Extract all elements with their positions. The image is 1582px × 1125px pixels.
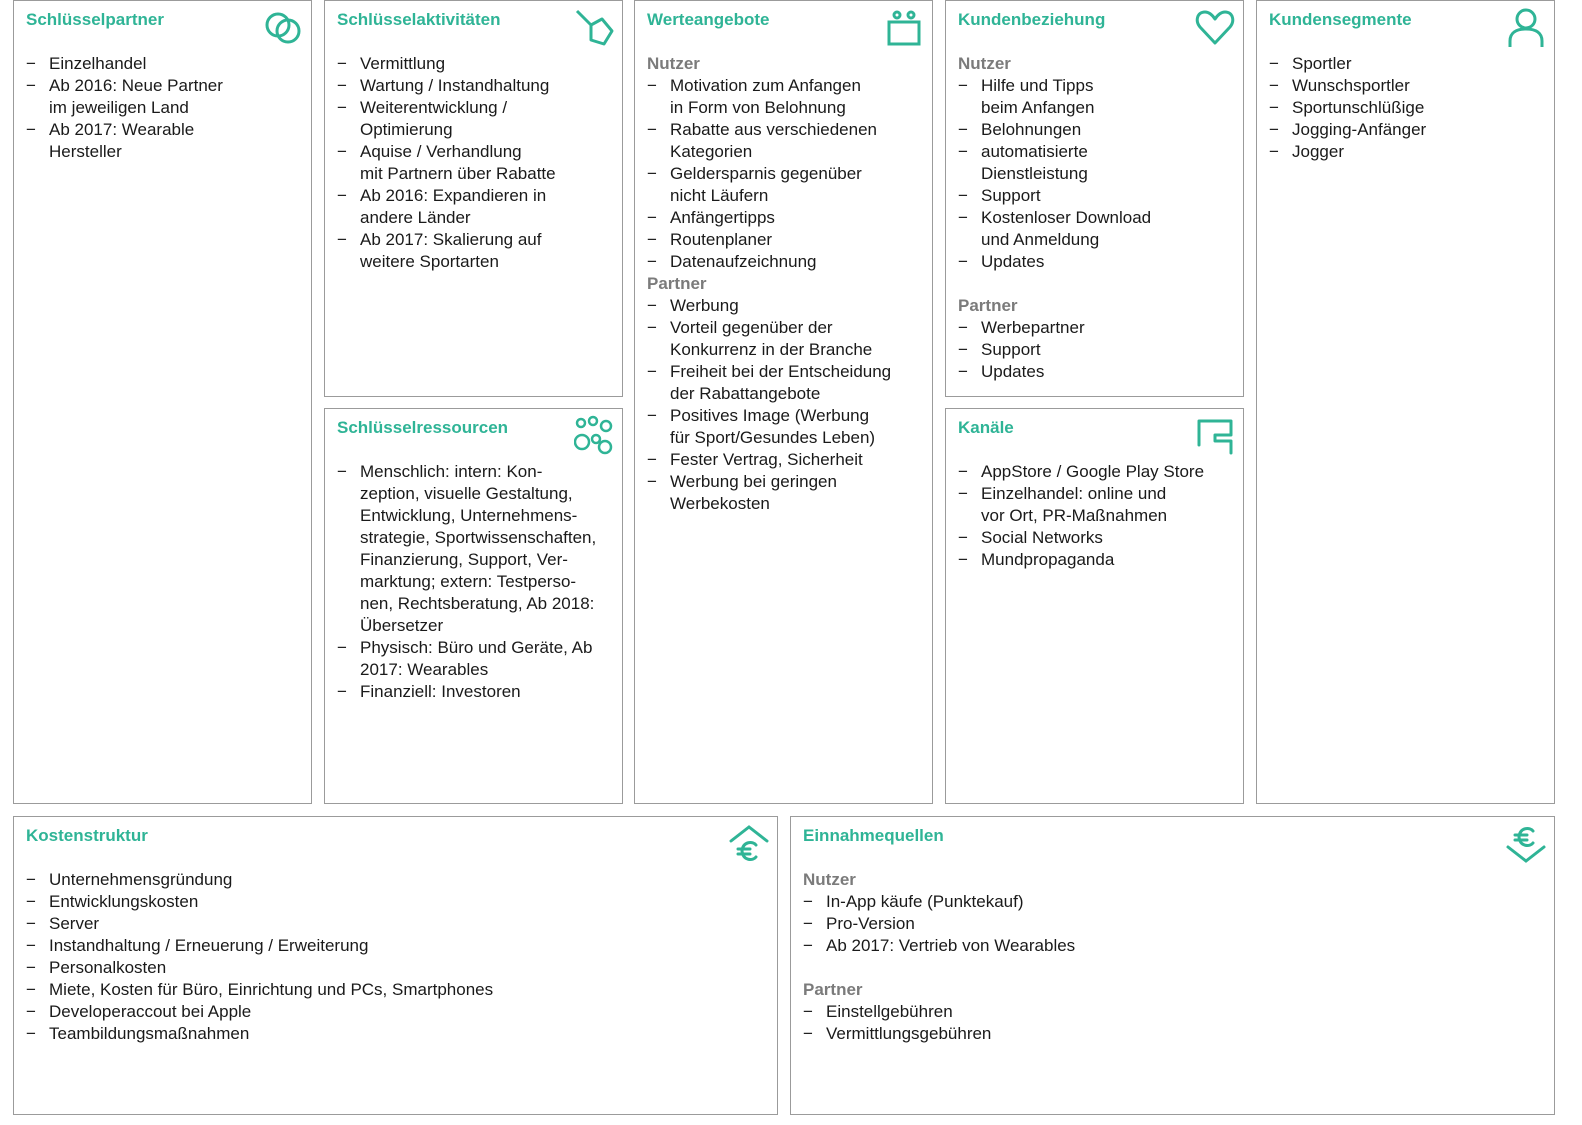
list-item: [958, 483, 1235, 527]
list-item-line: − Motivation zum Anfangen: [670, 76, 861, 95]
list-item-line: der Rabattangebote: [670, 384, 821, 403]
list-item-line: − Finanziell: Investoren: [360, 682, 521, 701]
list-item-line: und Anmeldung: [981, 230, 1100, 249]
list-item-line: in Form von Belohnung: [670, 98, 846, 117]
group-subheading: Partner: [803, 980, 863, 999]
value-propositions-box: [634, 0, 933, 804]
list-item-line: − Sportler: [1292, 54, 1352, 73]
list-item: [26, 913, 769, 935]
list-item-line: Finanzierung, Support, Ver-: [360, 550, 568, 569]
list-item: [647, 449, 924, 471]
list-item: [26, 1023, 769, 1045]
list-item-line: marktung; extern: Testperso-: [360, 572, 577, 591]
list-item: [337, 75, 614, 97]
list-item: [337, 97, 614, 141]
list-item: [337, 461, 614, 637]
group-subheading: Nutzer: [958, 54, 1011, 73]
list-item-line: beim Anfangen: [981, 98, 1095, 117]
list-item-line: − Fester Vertrag, Sicherheit: [670, 450, 863, 469]
list-item-line: − Belohnungen: [981, 120, 1082, 139]
list-item-line: − Wartung / Instandhaltung: [360, 76, 550, 95]
list-item: [26, 1001, 769, 1023]
list-item: [647, 361, 924, 405]
group-subheading: Partner: [958, 296, 1018, 315]
list-item-line: Konkurrenz in der Branche: [670, 340, 873, 359]
list-item-line: Hersteller: [49, 142, 122, 161]
list-item-line: − Werbung: [670, 296, 739, 315]
list-item-line: − Developeraccout bei Apple: [49, 1002, 252, 1021]
list-item-line: − Unternehmensgründung: [49, 870, 233, 889]
list-item-line: − Einzelhandel: [49, 54, 147, 73]
list-item-line: − Jogger: [1292, 142, 1344, 161]
cost-structure-box: [13, 816, 778, 1115]
list-item: [337, 637, 614, 681]
list-item-line: nen, Rechtsberatung, Ab 2018:: [360, 594, 595, 613]
group-spacer: [803, 957, 1546, 979]
list-item: [337, 681, 614, 703]
list-item-line: − Hilfe und Tipps: [981, 76, 1094, 95]
bubbles-icon: [574, 415, 614, 455]
list-item: [1269, 75, 1546, 97]
list-item-line: Optimierung: [360, 120, 453, 139]
list-item: [958, 75, 1235, 119]
list-item: [647, 163, 924, 207]
list-item: [958, 119, 1235, 141]
list-item: [958, 361, 1235, 383]
list-item: [803, 1023, 1546, 1045]
list-item: [26, 119, 303, 163]
list-item: [337, 53, 614, 75]
list-item-line: − Server: [49, 914, 100, 933]
list-item-line: Dienstleistung: [981, 164, 1088, 183]
channels-title: Kanäle: [958, 418, 1014, 437]
list-item: [647, 207, 924, 229]
list-item: [26, 957, 769, 979]
list-item-line: − Werbung bei geringen: [670, 472, 837, 491]
list-item: [26, 53, 303, 75]
list-item: [803, 913, 1546, 935]
key-activities-list: [337, 53, 614, 273]
list-item-line: nicht Läufern: [670, 186, 769, 205]
list-item-line: − Social Networks: [981, 528, 1103, 547]
list-item-line: − Mundpropaganda: [981, 550, 1115, 569]
list-item-line: − Geldersparnis gegenüber: [670, 164, 862, 183]
list-item-line: − Freiheit bei der Entscheidung: [670, 362, 892, 381]
key-resources-box: [324, 408, 623, 804]
list-item-line: − Ab 2017: Vertrieb von Wearables: [826, 936, 1076, 955]
list-item: [337, 185, 614, 229]
list-item-line: vor Ort, PR-Maßnahmen: [981, 506, 1168, 525]
customer-segments-list: [1269, 53, 1546, 163]
list-item: [647, 295, 924, 317]
group-subheading: Nutzer: [803, 870, 856, 889]
list-item-line: − Routenplaner: [670, 230, 773, 249]
gift-icon: [884, 7, 924, 47]
list-item-line: − Rabatte aus verschiedenen: [670, 120, 877, 139]
rings-icon: [263, 7, 303, 47]
list-item: [647, 75, 924, 119]
list-item-line: im jeweiligen Land: [49, 98, 189, 117]
list-item: [26, 935, 769, 957]
key-resources-title: Schlüsselressourcen: [337, 418, 509, 437]
list-item: [1269, 141, 1546, 163]
list-item: [803, 935, 1546, 957]
list-item: [647, 229, 924, 251]
customer-relationships-list: [958, 53, 1235, 383]
cost-structure-list: [26, 869, 769, 1045]
list-item-line: Übersetzer: [360, 616, 444, 635]
value-propositions-list: [647, 53, 924, 515]
list-item: [958, 185, 1235, 207]
list-item-line: − Weiterentwicklung /: [360, 98, 508, 117]
list-item-line: Kategorien: [670, 142, 753, 161]
list-item-line: 2017: Wearables: [360, 660, 489, 679]
list-item-line: − Updates: [981, 362, 1045, 381]
list-item: [647, 471, 924, 515]
list-item-line: − Kostenloser Download: [981, 208, 1152, 227]
list-item-line: zeption, visuelle Gestaltung,: [360, 484, 573, 503]
list-item: [647, 251, 924, 273]
revenue-streams-title: Einnahmequellen: [803, 826, 944, 845]
value-propositions-title: Werteangebote: [647, 10, 770, 29]
list-item-line: weitere Sportarten: [360, 252, 499, 271]
truck-icon: [1195, 415, 1235, 455]
list-item-line: andere Länder: [360, 208, 471, 227]
key-resources-list: [337, 461, 614, 703]
list-item-line: Werbekosten: [670, 494, 770, 513]
list-item-line: mit Partnern über Rabatte: [360, 164, 556, 183]
list-item: [1269, 53, 1546, 75]
list-item-line: − Miete, Kosten für Büro, Einrichtung und PCs, Smartphones: [49, 980, 494, 999]
list-item-line: − Werbepartner: [981, 318, 1085, 337]
list-item-line: − Personalkosten: [49, 958, 167, 977]
list-item: [26, 891, 769, 913]
list-item: [958, 461, 1235, 483]
list-item: [803, 1001, 1546, 1023]
list-item: [958, 251, 1235, 273]
list-item-line: − Support: [981, 340, 1041, 359]
list-item-line: − Vermittlung: [360, 54, 446, 73]
list-item-line: − Menschlich: intern: Kon-: [360, 462, 543, 481]
list-item-line: − Positives Image (Werbung: [670, 406, 870, 425]
channels-list: [958, 461, 1235, 571]
list-item-line: − automatisierte: [981, 142, 1088, 161]
list-item: [647, 405, 924, 449]
list-item-line: − Vorteil gegenüber der: [670, 318, 833, 337]
customer-relationships-box: [945, 0, 1244, 397]
key-partners-list: [26, 53, 303, 163]
list-item-line: für Sport/Gesundes Leben): [670, 428, 876, 447]
list-item-line: − Datenaufzeichnung: [670, 252, 817, 271]
list-item-line: − Aquise / Verhandlung: [360, 142, 522, 161]
revenue-streams-box: [790, 816, 1555, 1115]
list-item-line: − Vermittlungsgebühren: [826, 1024, 992, 1043]
customer-segments-title: Kundensegmente: [1269, 10, 1412, 29]
list-item: [647, 317, 924, 361]
euro-up-icon: [729, 823, 769, 863]
list-item: [958, 141, 1235, 185]
list-item-line: − Physisch: Büro und Geräte, Ab: [360, 638, 593, 657]
list-item: [803, 891, 1546, 913]
group-subheading: Nutzer: [647, 54, 700, 73]
list-item: [958, 549, 1235, 571]
list-item-line: − Updates: [981, 252, 1045, 271]
list-item-line: − Ab 2017: Wearable: [49, 120, 195, 139]
list-item: [958, 317, 1235, 339]
list-item: [337, 229, 614, 273]
list-item: [647, 119, 924, 163]
list-item: [958, 207, 1235, 251]
key-partners-title: Schlüsselpartner: [26, 10, 164, 29]
key-activities-title: Schlüsselaktivitäten: [337, 10, 501, 29]
channels-box: [945, 408, 1244, 804]
list-item-line: − Entwicklungskosten: [49, 892, 199, 911]
list-item-line: − Support: [981, 186, 1041, 205]
list-item: [337, 141, 614, 185]
revenue-streams-list: [803, 869, 1546, 1045]
list-item-line: − Einstellgebühren: [826, 1002, 953, 1021]
tag-icon: [574, 7, 614, 47]
list-item-line: − In-App käufe (Punktekauf): [826, 892, 1024, 911]
list-item-line: − Anfängertipps: [670, 208, 775, 227]
key-partners-box: [13, 0, 312, 804]
heart-icon: [1195, 7, 1235, 47]
group-spacer: [958, 273, 1235, 295]
list-item-line: − Ab 2017: Skalierung auf: [360, 230, 542, 249]
list-item: [958, 527, 1235, 549]
list-item: [26, 979, 769, 1001]
list-item-line: strategie, Sportwissenschaften,: [360, 528, 597, 547]
list-item-line: Entwicklung, Unternehmens-: [360, 506, 578, 525]
list-item-line: − AppStore / Google Play Store: [981, 462, 1205, 481]
euro-down-icon: [1506, 823, 1546, 863]
list-item: [26, 869, 769, 891]
list-item-line: − Pro-Version: [826, 914, 915, 933]
list-item-line: − Wunschsportler: [1292, 76, 1410, 95]
list-item-line: − Ab 2016: Expandieren in: [360, 186, 547, 205]
list-item-line: − Einzelhandel: online und: [981, 484, 1167, 503]
customer-relationships-title: Kundenbeziehung: [958, 10, 1106, 29]
list-item: [26, 75, 303, 119]
list-item: [958, 339, 1235, 361]
list-item-line: − Teambildungsmaßnahmen: [49, 1024, 250, 1043]
group-subheading: Partner: [647, 274, 707, 293]
key-activities-box: [324, 0, 623, 397]
list-item-line: − Instandhaltung / Erneuerung / Erweiterung: [49, 936, 369, 955]
list-item: [1269, 97, 1546, 119]
person-icon: [1506, 7, 1546, 47]
list-item-line: − Ab 2016: Neue Partner: [49, 76, 223, 95]
list-item: [1269, 119, 1546, 141]
cost-structure-title: Kostenstruktur: [26, 826, 148, 845]
list-item-line: − Jogging-Anfänger: [1292, 120, 1427, 139]
list-item-line: − Sportunschlüßige: [1292, 98, 1425, 117]
customer-segments-box: [1256, 0, 1555, 804]
